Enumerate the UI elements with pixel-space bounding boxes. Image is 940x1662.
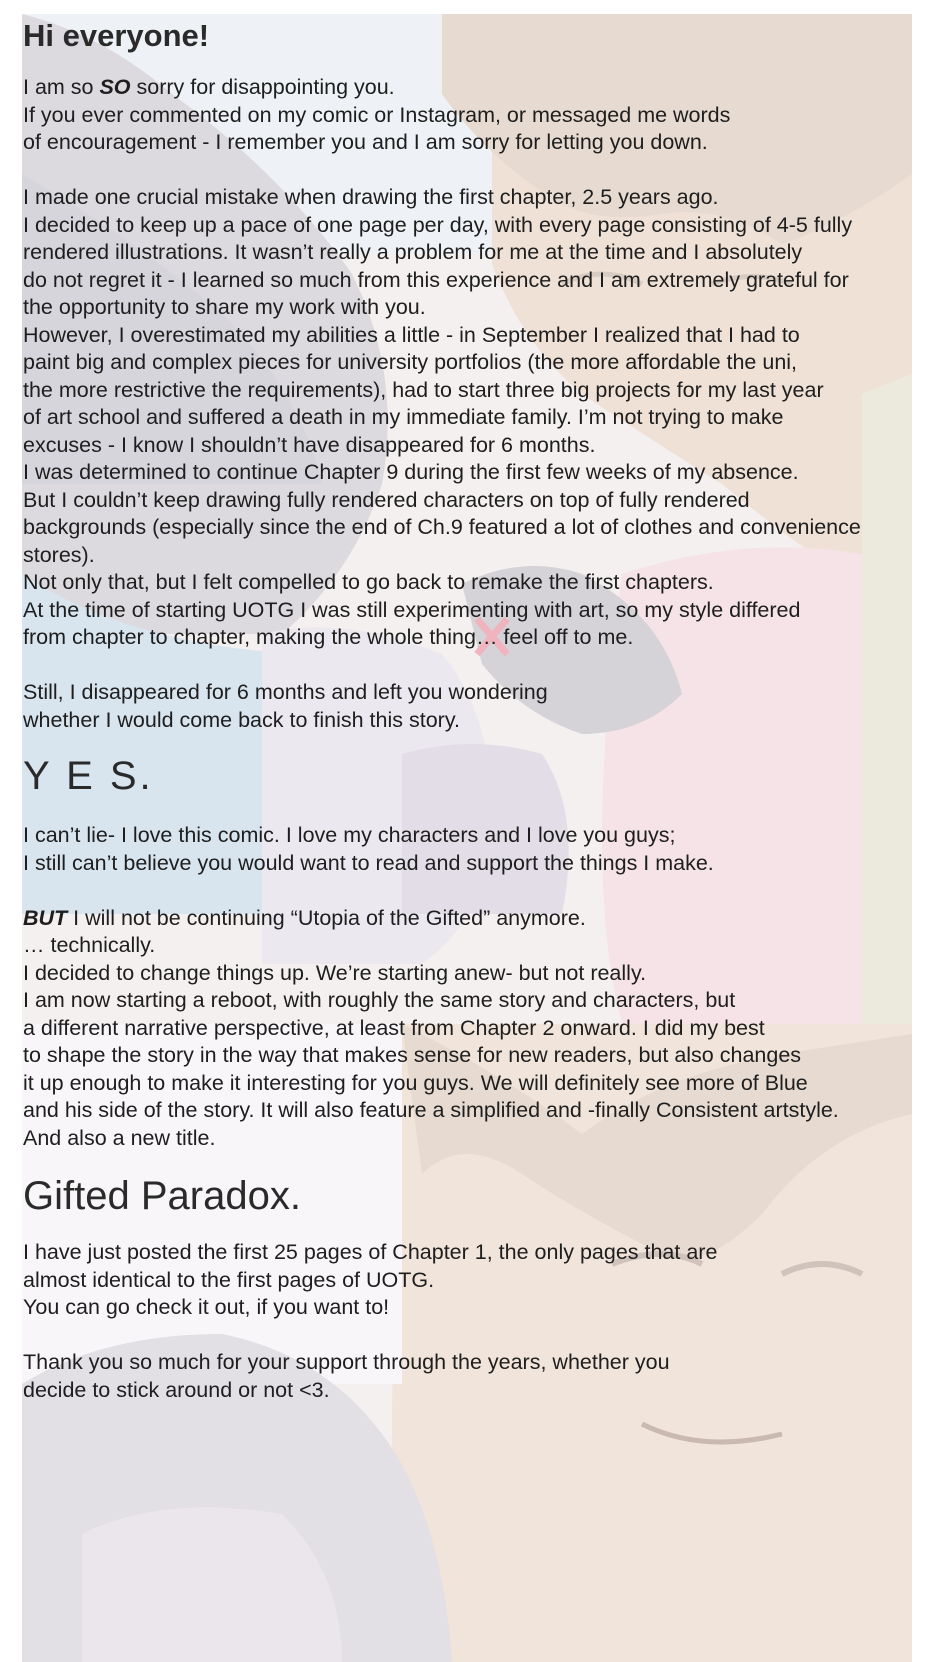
text-line: I decided to change things up. We’re starting anew- but not really. [23,960,647,985]
text-line: … technically. [23,933,156,957]
text-line: I was determined to continue Chapter 9 during the first few weeks of my absence. [23,460,799,484]
yes-heading: Y E S. [23,754,154,798]
text-line: do not regret it - I learned so much from this experience and I am extremely grateful for [23,267,849,292]
text-line: stores). [23,542,95,567]
greeting-heading: Hi everyone! [23,18,210,53]
text-line: from chapter to chapter, making the whole thing… feel off to me. [23,625,634,649]
text-line: I am now starting a reboot, with roughly the same story and characters, but [23,988,736,1012]
text-line: the opportunity to share my work with you. [23,295,426,319]
text-line: And also a new title. [23,1125,216,1150]
text-line: almost identical to the first pages of UOTG. [23,1267,435,1292]
emphasis-so: SO [99,75,131,99]
text-line: At the time of starting UOTG I was still experimenting with art, so my style differed [23,597,801,622]
text-line: Not only that, but I felt compelled to go back to remake the first chapters. [23,570,714,594]
text-line: Thank you so much for your support through the years, whether you [23,1350,670,1374]
text-line: backgrounds (especially since the end of Ch.9 featured a lot of clothes and convenience [23,515,861,539]
text-line: to shape the story in the way that makes sense for new readers, but also changes [23,1043,802,1067]
but-line: BUT I will not be continuing “Utopia of the Gifted” anymore. [23,905,586,930]
text-line: Still, I disappeared for 6 months and left you wondering [23,680,548,704]
text-line: I have just posted the first 25 pages of Chapter 1, the only pages that are [23,1240,718,1264]
text-line: I decided to keep up a pace of one page per day, with every page consisting of 4-5 fully [23,212,853,237]
text-line: whether I would come back to finish this story. [23,707,460,732]
text-line: But I couldn’t keep drawing fully rendered characters on top of fully rendered [23,487,750,512]
text-line: rendered illustrations. It wasn’t really a problem for me at the time and I absolutely [23,240,803,264]
text-line: I can’t lie- I love this comic. I love my characters and I love you guys; [23,823,676,847]
text-line: a different narrative perspective, at least from Chapter 2 onward. I did my best [23,1015,765,1040]
text-line: and his side of the story. It will also feature a simplified and -finally Consistent artstyle. [23,1098,839,1122]
text-line: I made one crucial mistake when drawing the first chapter, 2.5 years ago. [23,185,719,209]
text-line: decide to stick around or not <3. [23,1377,330,1402]
new-title-heading: Gifted Paradox. [23,1174,301,1218]
text-line: You can go check it out, if you want to! [23,1295,390,1319]
text-line: of art school and suffered a death in my immediate family. I’m not trying to make [23,405,784,429]
emphasis-but: BUT [23,905,68,930]
text-line: of encouragement - I remember you and I am sorry for letting you down. [23,130,708,154]
top-margin [0,0,940,14]
letter-body [23,16,923,1404]
text-line: excuses - I know I shouldn’t have disappeared for 6 months. [23,432,596,457]
text-line: the more restrictive the requirements), had to start three big projects for my last year [23,377,824,402]
apology-line: I am so SO sorry for disappointing you. [23,75,395,99]
text-line: paint big and complex pieces for university portfolios (the more affordable the uni, [23,350,798,374]
text-line: I still can’t believe you would want to read and support the things I make. [23,850,714,875]
text-line: However, I overestimated my abilities a little - in September I realized that I had to [23,322,800,347]
text-line: it up enough to make it interesting for you guys. We will definitely see more of Blue [23,1070,808,1095]
text-line: If you ever commented on my comic or Instagram, or messaged me words [23,102,731,127]
